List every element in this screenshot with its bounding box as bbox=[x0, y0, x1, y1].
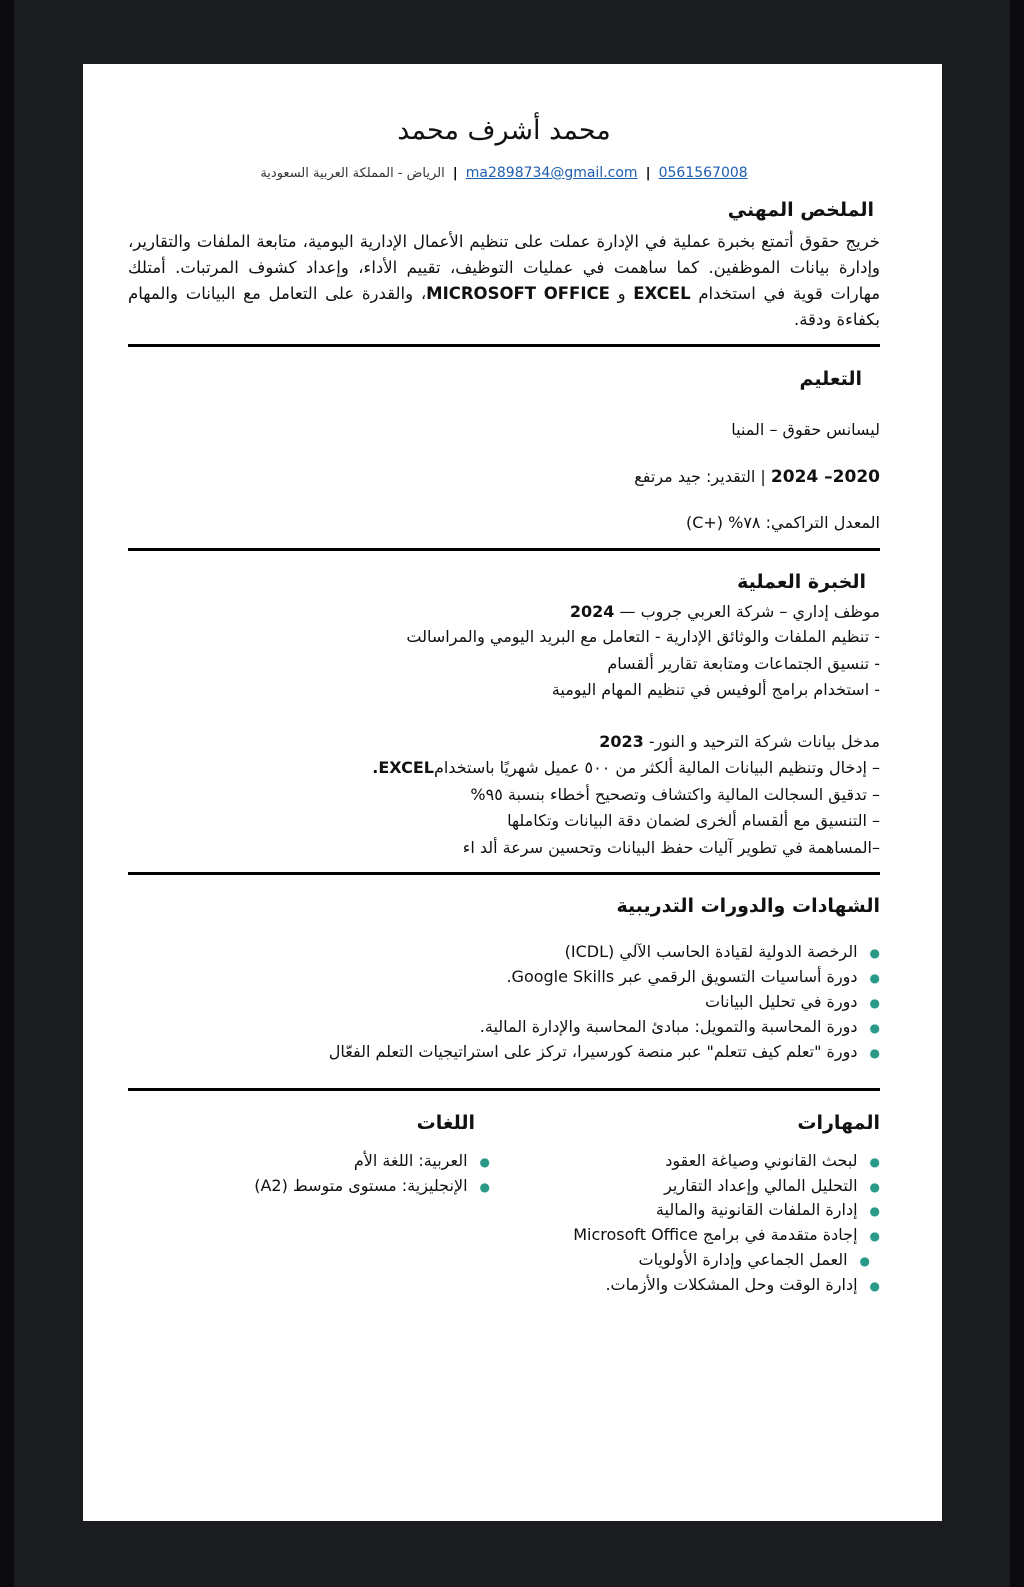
bullet-dot-icon: ● bbox=[869, 946, 880, 960]
list-item: ●لبحث القانوني وصياغة العقود bbox=[665, 1151, 880, 1170]
list-item: ●العربية: اللغة الأم bbox=[353, 1151, 490, 1170]
education-years-row bbox=[128, 467, 880, 487]
bullet-dot-icon: ● bbox=[869, 971, 880, 985]
bullet-dot-icon: ● bbox=[869, 1046, 880, 1060]
bullet-dot-icon: ● bbox=[869, 1229, 880, 1243]
list-item: ●دورة المحاسبة والتمويل: مبادئ المحاسبة والإدارة المالية. bbox=[479, 1017, 880, 1036]
job-title: موظف إداري – شركة العربي جروب — 2024 bbox=[569, 602, 880, 621]
section-divider bbox=[128, 1088, 880, 1091]
bullet-dot-icon: ● bbox=[479, 1155, 490, 1169]
bullet-dot-icon: ● bbox=[869, 1021, 880, 1035]
list-item: ●إدارة الوقت وحل المشكلات والأزمات. bbox=[605, 1275, 880, 1294]
list-item: ●إجادة متقدمة في برامج Microsoft Office bbox=[573, 1225, 880, 1244]
job-task: – تدقيق السجالت المالية واكتشاف وتصحيح أخطاء بنسبة ٩٥% bbox=[470, 785, 880, 804]
bullet-dot-icon: ● bbox=[869, 1155, 880, 1169]
location-text: الرياض - المملكة العربية السعودية bbox=[260, 166, 445, 181]
job-task: – إدخال وتنظيم البيانات المالية ألكثر من ٥٠٠ عميل شهريًا باستخدامEXCEL. bbox=[372, 758, 880, 777]
frame-edge-left bbox=[0, 0, 14, 1587]
person-name: محمد أشرف محمد bbox=[397, 115, 611, 146]
phone-link[interactable]: 0561567008 bbox=[658, 165, 748, 181]
education-gpa: المعدل التراكمي: ٧٨% (+C) bbox=[685, 513, 880, 532]
bullet-dot-icon: ● bbox=[869, 1180, 880, 1194]
separator: | bbox=[452, 166, 458, 181]
list-item: ●الإنجليزية: مستوى متوسط (A2) bbox=[254, 1176, 490, 1195]
section-divider bbox=[128, 872, 880, 875]
summary-paragraph: خريج حقوق أتمتع بخبرة عملية في الإدارة عملت على تنظيم الأعمال الإدارية اليومية، متابعة الملفات والتقارير، وإدارة بيانات الموظفين. كما ساهمت في عمليات التوظيف، تقييم الأداء، وإعداد كشوف المرتبات. أمتلك مهارات قوية في استخدام EXCEL و MICROSOFT OFFICE، والقدرة على التعامل مع البيانات والمهام بكفاءة ودقة. bbox=[128, 232, 881, 329]
languages-heading: اللغات bbox=[416, 1112, 475, 1134]
bullet-dot-icon: ● bbox=[859, 1254, 870, 1268]
list-item: ●دورة في تحليل البيانات bbox=[705, 992, 880, 1011]
list-item: ●إدارة الملفات القانونية والمالية bbox=[655, 1200, 880, 1219]
frame-edge-right bbox=[1010, 0, 1024, 1587]
document-page bbox=[83, 64, 942, 1521]
list-item: ●العمل الجماعي وإدارة الأولويات bbox=[638, 1250, 870, 1269]
list-item: ●الرخصة الدولية لقيادة الحاسب الآلي (ICDL) bbox=[564, 942, 880, 961]
summary-heading: الملخص المهني bbox=[727, 199, 874, 221]
resume-content bbox=[128, 64, 880, 1521]
certificates-heading: الشهادات والدورات التدريبية bbox=[616, 895, 880, 917]
education-degree: ليسانس حقوق – المنيا bbox=[731, 420, 880, 439]
list-item: ●التحليل المالي وإعداد التقارير bbox=[664, 1176, 880, 1195]
skills-heading: المهارات bbox=[797, 1112, 880, 1134]
bullet-dot-icon: ● bbox=[869, 1204, 880, 1218]
bullet-dot-icon: ● bbox=[869, 996, 880, 1010]
job-task: - استخدام برامج ألوفيس في تنظيم المهام اليومية bbox=[551, 680, 880, 699]
experience-heading: الخبرة العملية bbox=[737, 571, 866, 593]
job-task: - تنسيق الجتماعات ومتابعة تقارير ألقسام bbox=[607, 654, 880, 673]
education-grade: | التقدير: جيد مرتفع bbox=[634, 467, 766, 486]
bullet-dot-icon: ● bbox=[479, 1180, 490, 1194]
job-task: – التنسيق مع ألقسام ألخرى لضمان دقة البيانات وتكاملها bbox=[507, 811, 880, 830]
job-title: مدخل بيانات شركة الترحيد و النور- 2023 bbox=[599, 732, 880, 751]
list-item: ●دورة "تعلم كيف تتعلم" عبر منصة كورسيرا، تركز على استراتيجيات التعلم الفعّال bbox=[328, 1042, 880, 1061]
email-link[interactable]: ma2898734@gmail.com bbox=[465, 165, 638, 181]
education-heading: التعليم bbox=[799, 368, 862, 390]
job-task: - تنظيم الملفات والوثائق الإدارية - التعامل مع البريد اليومي والمراسالت bbox=[406, 627, 880, 646]
job-task: –المساهمة في تطوير آليات حفظ البيانات وتحسين سرعة ألد اء bbox=[462, 838, 880, 857]
list-item: ●دورة أساسيات التسويق الرقمي عبر Google Skills. bbox=[506, 967, 880, 986]
separator: | bbox=[645, 166, 651, 181]
bullet-dot-icon: ● bbox=[869, 1279, 880, 1293]
section-divider bbox=[128, 344, 880, 347]
education-years: 2020– 2024 bbox=[770, 467, 880, 487]
section-divider bbox=[128, 548, 880, 551]
contact-line bbox=[128, 165, 880, 181]
